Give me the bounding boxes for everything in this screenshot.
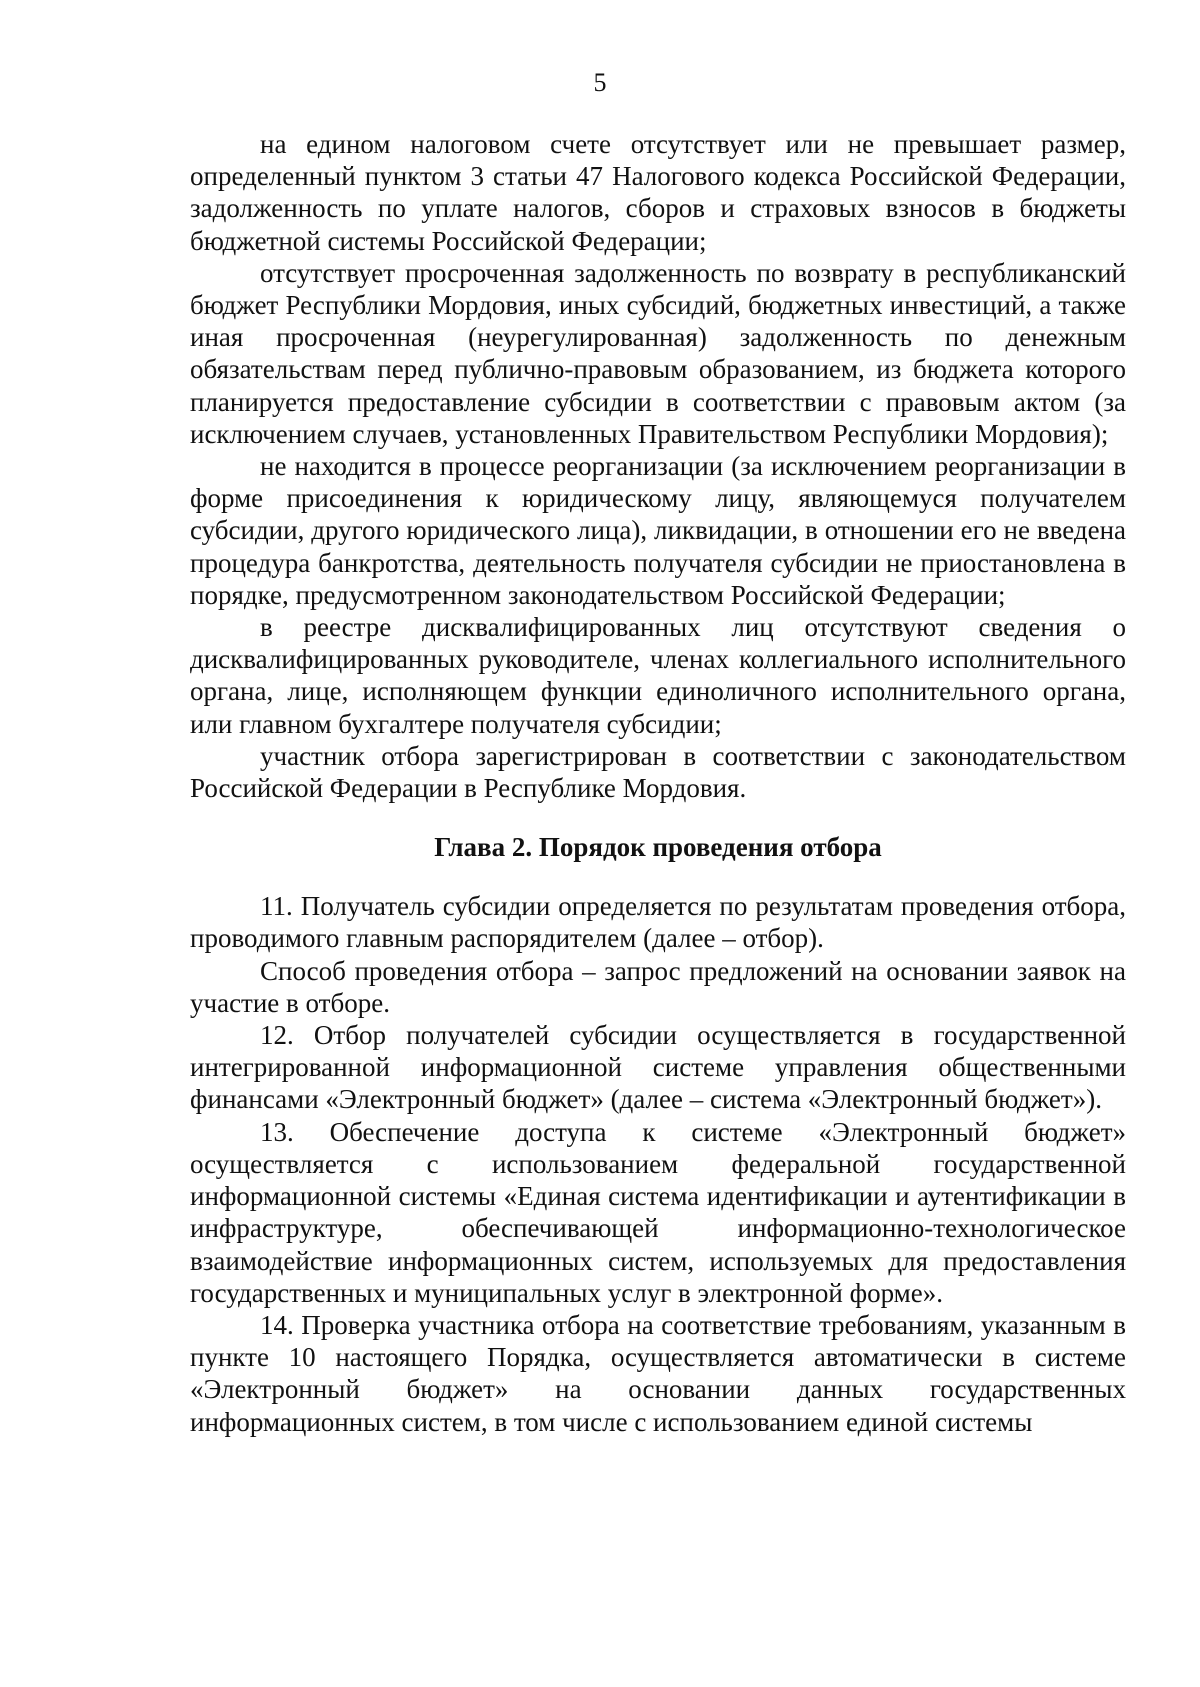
- paragraph-13: 13. Обеспечение доступа к системе «Электронный бюджет» осуществляется с использованием федеральной государственной информационной системы «Единая система идентификации и аутентификации в инфраструктуре, обеспечивающей информационно-технологическое взаимодействие информационных систем, используемых для предоставления государственных и муниципальных услуг в электронной форме».: [190, 1116, 1126, 1308]
- document-body: [190, 128, 1126, 1438]
- requirement-disqualified-registry: в реестре дисквалифицированных лиц отсутствуют сведения о дисквалифицированных руководителе, членах коллегиального исполнительного органа, лице, исполняющем функции единоличного исполнительного органа, или главном бухгалтере получателя субсидии;: [190, 612, 1126, 739]
- paragraph-11-method: Способ проведения отбора – запрос предложений на основании заявок на участие в отборе.: [190, 955, 1126, 1018]
- requirement-tax-debt: на едином налоговом счете отсутствует или не превышает размер, определенный пунктом 3 статьи 47 Налогового кодекса Российской Федерации, задолженность по уплате налогов, сборов и страховых взносов в бюджеты бюджетной системы Российской Федерации;: [190, 129, 1126, 256]
- page-number: 5: [593, 68, 607, 97]
- chapter-heading: Глава 2. Порядок проведения отбора: [434, 832, 882, 863]
- requirement-registration: участник отбора зарегистрирован в соответствии с законодательством Российской Федерации в Республике Мордовия.: [190, 740, 1126, 804]
- requirement-overdue-debt: отсутствует просроченная задолженность по возврату в республиканский бюджет Республики Мордовия, иных субсидий, бюджетных инвестиций, а также иная просроченная (неурегулированная) задолженность по денежным обязательствам перед публично-правовым образованием, из бюджета которого планируется предоставление субсидии в соответствии с правовым актом (за исключением случаев, установленных Правительством Республики Мордовия);: [190, 257, 1126, 449]
- paragraph-12: 12. Отбор получателей субсидии осуществляется в государственной интегрированной информационной системе управления общественными финансами «Электронный бюджет» (далее – система «Электронный бюджет»).: [190, 1020, 1126, 1115]
- paragraph-14: 14. Проверка участника отбора на соответствие требованиям, указанным в пункте 10 настоящего Порядка, осуществляется автоматически в системе «Электронный бюджет» на основании данных государственных информационных систем, в том числе с использованием единой системы: [190, 1309, 1126, 1437]
- paragraph-11: 11. Получатель субсидии определяется по результатам проведения отбора, проводимого главным распорядителем (далее – отбор).: [190, 891, 1126, 954]
- requirement-no-reorganization: не находится в процессе реорганизации (за исключением реорганизации в форме присоединения к юридическому лицу, являющемуся получателем субсидии, другого юридического лица), ликвидации, в отношении его не введена процедура банкротства, деятельность получателя субсидии не приостановлена в порядке, предусмотренном законодательством Российской Федерации;: [190, 451, 1126, 610]
